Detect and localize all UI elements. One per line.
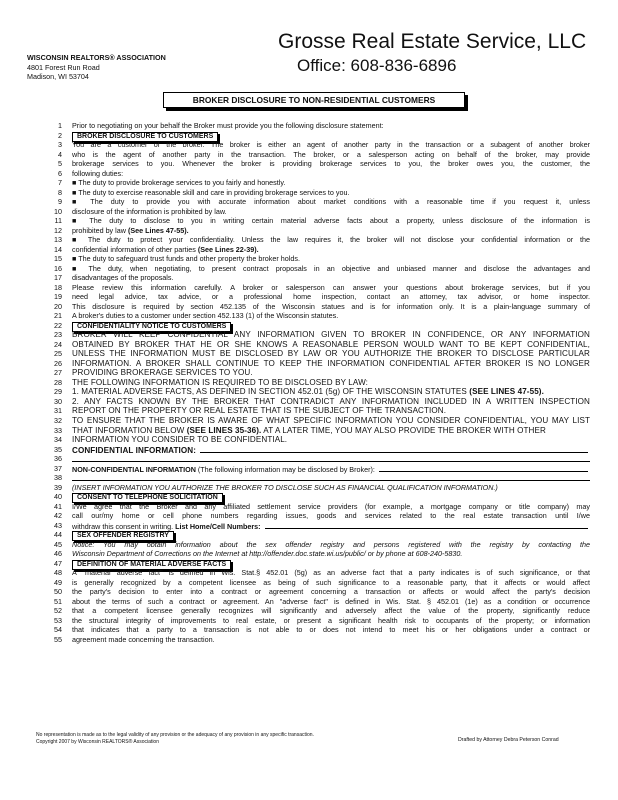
line-text [72, 606, 590, 616]
line-text-segment: (The following information may be disclosed by Broker): [195, 464, 375, 474]
line-number: 48 [54, 568, 62, 578]
line-number: 55 [54, 634, 62, 644]
line-number: 23 [54, 330, 62, 340]
line-number: 32 [54, 415, 62, 425]
fill-in-line[interactable] [72, 480, 590, 481]
line-number: 38 [54, 473, 62, 483]
line-text [72, 140, 590, 150]
line-number: 18 [54, 282, 62, 292]
line-text-segment: prohibited by law [72, 225, 128, 235]
form-line [36, 330, 590, 340]
line-bold-segment: (See Lines 47-55). [127, 225, 189, 235]
line-number: 17 [54, 273, 62, 283]
line-text-segment: disadvantages of the proposals. [72, 273, 174, 283]
line-text [72, 254, 300, 264]
line-text [72, 540, 590, 550]
form-line[interactable] [36, 473, 590, 483]
form-line [36, 340, 590, 350]
form-line [36, 302, 590, 312]
line-number: 28 [54, 377, 62, 387]
line-number: 43 [54, 520, 62, 530]
line-text [72, 378, 368, 388]
line-text [72, 397, 590, 407]
line-number: 50 [54, 587, 62, 597]
line-text [72, 625, 590, 635]
fill-in-blank[interactable] [379, 464, 588, 472]
form-line[interactable] [36, 521, 590, 531]
line-text-segment: 1. MATERIAL ADVERSE FACTS, AS DEFINED IN SECTION 452.01 (5g) OF THE WISCONSIN STATUTES [72, 387, 470, 397]
section-header: DEFINITION OF MATERIAL ADVERSE FACTS [72, 560, 231, 570]
line-number: 16 [54, 263, 62, 273]
line-text-segment: I/We agree that the Broker and any affiliated settlement service providers (for example, a mortgage company or title company) may [72, 501, 590, 511]
line-text [72, 502, 590, 512]
line-number: 29 [54, 387, 62, 397]
line-number: 3 [58, 140, 62, 150]
form-line[interactable] [36, 454, 590, 464]
form-line [36, 492, 590, 502]
form-line [36, 502, 590, 512]
form-line [36, 416, 590, 426]
line-number: 49 [54, 577, 62, 587]
line-bold-segment: CONFIDENTIAL INFORMATION: [72, 445, 197, 455]
line-text [72, 159, 590, 169]
line-number: 4 [58, 149, 62, 159]
line-text [72, 330, 590, 340]
form-line [36, 169, 590, 179]
form-line [36, 254, 590, 264]
form-line [36, 635, 590, 645]
line-number: 33 [54, 425, 62, 435]
form-line [36, 178, 590, 188]
line-text [72, 635, 215, 645]
form-line [36, 559, 590, 569]
form-line [36, 226, 590, 236]
line-number: 42 [54, 511, 62, 521]
line-text [72, 292, 590, 302]
line-italic-segment: Notice: You may obtain information about the sex offender registry and persons registered with the registry by contacting the [72, 539, 590, 549]
line-number: 20 [54, 301, 62, 311]
association-address-line2: Madison, WI 53704 [27, 72, 89, 81]
association-name: WISCONSIN REALTORS® ASSOCIATION [27, 53, 166, 62]
form-line [36, 121, 590, 131]
footer-drafted-by: Drafted by Attorney Debra Peterson Conrad [458, 737, 559, 743]
form-line [36, 387, 590, 397]
section-header: CONFIDENTIALITY NOTICE TO CUSTOMERS [72, 322, 231, 332]
form-line [36, 435, 590, 445]
line-number: 51 [54, 596, 62, 606]
line-bold-segment: (SEE LINES 35-36). [186, 425, 262, 435]
form-line [36, 197, 590, 207]
form-line [36, 530, 590, 540]
form-line [36, 188, 590, 198]
line-number: 52 [54, 606, 62, 616]
line-text-segment: AT A LATER TIME, YOU MAY ALSO PROVIDE THE BROKER WITH OTHER [261, 425, 546, 435]
line-text-segment: ■ The duty, when negotiating, to present contract proposals in an objective and unbiased manner and disclose the advantages and [72, 263, 590, 273]
line-text-segment: INFORMATION YOU CONSIDER TO BE CONFIDENTIAL. [72, 435, 288, 445]
form-line [36, 159, 590, 169]
form-line[interactable] [36, 464, 590, 474]
line-text-segment: PROVIDING BROKERAGE SERVICES TO YOU. [72, 368, 253, 378]
line-text [72, 597, 590, 607]
line-text [72, 216, 590, 226]
form-title: BROKER DISCLOSURE TO NON-RESIDENTIAL CUSTOMERS [163, 92, 465, 108]
footer-copyright: Copyright 2007 by Wisconsin REALTORS® Association [36, 738, 159, 745]
form-line [36, 625, 590, 635]
line-number: 6 [58, 168, 62, 178]
line-text-segment: 2. ANY FACTS KNOWN BY THE BROKER THAT CONTRADICT ANY INFORMATION INCLUDED IN A WRITTEN INSPECTION [72, 396, 590, 406]
line-bold-segment: NON-CONFIDENTIAL INFORMATION [72, 464, 196, 474]
line-number: 41 [54, 501, 62, 511]
line-number: 14 [54, 244, 62, 254]
form-line [36, 397, 590, 407]
line-number: 31 [54, 406, 62, 416]
line-text [72, 587, 590, 597]
line-text [72, 245, 259, 255]
line-text-segment: UNLESS THE INFORMATION MUST BE DISCLOSED BY LAW OR YOU AUTHORIZE THE BROKER TO DISCLOSE PARTICULAR [72, 349, 590, 359]
line-text-segment: This disclosure is required by section 452.135 of the Wisconsin statues and is for information only. It is a plain-language summary of [72, 301, 590, 311]
line-text [72, 549, 462, 559]
line-bold-segment: (See Lines 22-39). [197, 244, 259, 254]
section-header: CONSENT TO TELEPHONE SOLICITATION [72, 493, 223, 503]
line-text [72, 207, 227, 217]
form-line [36, 483, 590, 493]
form-line [36, 597, 590, 607]
line-number: 8 [58, 187, 62, 197]
line-number: 13 [54, 235, 62, 245]
line-text [72, 283, 590, 293]
form-line [36, 216, 590, 226]
line-text-segment: ■ The duty to exercise reasonable skill and care in providing brokerage services to you. [72, 187, 350, 197]
line-number: 22 [54, 320, 62, 330]
line-text-segment: INFORMATION. A BROKER SHALL CONTINUE TO KEEP THE INFORMATION CONFIDENTIAL AFTER BROKER IS NO LONGER [72, 358, 590, 368]
form-line [36, 606, 590, 616]
line-text-segment: confidential information of other parties [72, 244, 198, 254]
form-line [36, 616, 590, 626]
form-line [36, 311, 590, 321]
line-text-segment: A "material adverse fact" is defined in Wis. Stat.§ 452.01 (5g) as an adverse fact that a party indicates is of such significance, or that [72, 568, 590, 578]
line-text [72, 387, 544, 397]
form-line [36, 207, 590, 217]
section-header: BROKER DISCLOSURE TO CUSTOMERS [72, 132, 218, 142]
line-text [72, 121, 384, 131]
line-text-segment: OBTAINED BY BROKER THAT HE OR SHE KNOWS A REASONABLE PERSON WOULD WANT TO BE KEPT CONFIDENTIAL, [72, 339, 590, 349]
form-line [36, 235, 590, 245]
line-text-segment: ■ The duty to disclose to you in writing certain material adverse facts about a property, unless disclosure of the information is [72, 216, 590, 226]
line-text [72, 264, 590, 274]
line-italic-segment: (INSERT INFORMATION YOU AUTHORIZE THE BROKER TO DISCLOSE SUCH AS FINANCIAL QUALIFICATION INFORMATION.) [72, 482, 498, 492]
line-text-segment: TO ENSURE THAT THE BROKER IS AWARE OF WHAT SPECIFIC INFORMATION YOU CONSIDER CONFIDENTIAL, YOU MAY LIST [72, 415, 590, 425]
line-text-segment: is generally recognized by a competent licensee as being of such significance to a reasonable party, that it affects or would affect [72, 577, 590, 587]
form-line [36, 549, 590, 559]
form-line [36, 150, 590, 160]
line-text [72, 150, 590, 160]
form-body [36, 121, 590, 644]
line-text [72, 349, 590, 359]
line-text [72, 235, 590, 245]
line-number: 40 [54, 492, 62, 502]
line-text-segment: A broker's duties to a customer under section 452.133 (1) of the Wisconsin statutes. [72, 311, 339, 321]
line-text [72, 311, 338, 321]
form-line [36, 378, 590, 388]
line-text [72, 483, 498, 493]
line-number: 10 [54, 206, 62, 216]
line-number: 9 [58, 197, 62, 207]
line-text [72, 169, 123, 179]
form-line [36, 292, 590, 302]
line-number: 7 [58, 178, 62, 188]
footer-legal [36, 732, 314, 745]
form-line [36, 273, 590, 283]
line-text [72, 406, 446, 416]
line-text-segment: ■ The duty to protect your confidentiality. Unless the law requires it, the broker will not disclose your confidential information or the [72, 235, 590, 245]
line-text [72, 435, 287, 445]
line-text-segment: THAT INFORMATION BELOW [72, 425, 187, 435]
line-text [72, 511, 590, 521]
line-text-segment: ■ The duty to safeguard trust funds and other property the broker holds. [72, 254, 300, 264]
association-block [27, 53, 166, 82]
form-line [36, 368, 590, 378]
form-line [36, 359, 590, 369]
line-text-segment: agreement made concerning the transaction. [72, 634, 215, 644]
line-text-segment: THE FOLLOWING INFORMATION IS REQUIRED TO BE DISCLOSED BY LAW: [72, 377, 369, 387]
footer-disclaimer: No representation is made as to the legal validity of any provision or the adequacy of any provision in any specific transaction. [36, 732, 314, 738]
line-number: 36 [54, 454, 62, 464]
line-text-segment: Please review this information carefully. A broker or salesperson can answer your questions about brokerage services, but if you [72, 282, 590, 292]
section-header: SEX OFFENDER REGISTRY [72, 531, 174, 541]
line-text [72, 188, 349, 198]
line-text [72, 368, 253, 378]
line-text-segment: who is the agent of another party in the transaction. The broker, or a salesperson acting on behalf of the broker, may provide [72, 149, 590, 159]
line-number: 46 [54, 549, 62, 559]
line-text-segment: ■ The duty to provide brokerage services to you fairly and honestly. [72, 178, 286, 188]
line-text-segment: about the terms of such a contract or agreement. An "adverse fact" is defined in Wis. Stat. § 452.01 (1e) as a condition or occurrence [72, 596, 590, 606]
line-text [72, 578, 590, 588]
line-text-segment: disclosure of the information is prohibited by law. [72, 206, 227, 216]
line-text [72, 426, 546, 436]
line-text [72, 340, 590, 350]
form-line [36, 349, 590, 359]
line-text [72, 359, 590, 369]
form-line [36, 245, 590, 255]
line-number: 39 [54, 482, 62, 492]
line-number: 21 [54, 311, 62, 321]
form-line [36, 540, 590, 550]
company-name: Grosse Real Estate Service, LLC [278, 30, 587, 53]
line-text [72, 568, 590, 578]
line-text [72, 197, 590, 207]
line-text [72, 302, 590, 312]
line-text-segment: the party's decision to enter into a contract or agreement concerning a transaction or affects or would affect the party's decision [72, 587, 590, 597]
line-text [72, 273, 174, 283]
line-text-segment: following duties: [72, 168, 124, 178]
line-number: 25 [54, 349, 62, 359]
line-number: 5 [58, 159, 62, 169]
line-number: 1 [58, 121, 62, 130]
line-text-segment: call our/my home or cell phone numbers regarding issues, goods and services related to the real estate transaction until I/we [72, 511, 590, 521]
form-line [36, 264, 590, 274]
line-number: 54 [54, 625, 62, 635]
line-number: 11 [54, 216, 62, 226]
line-number: 35 [54, 444, 62, 454]
line-number: 34 [54, 435, 62, 445]
line-text-segment: You are a customer of the broker. The broker is either an agent of another party in the transaction or a subagent of another broker [72, 140, 590, 150]
form-line [36, 568, 590, 578]
line-number: 24 [54, 339, 62, 349]
line-text-segment: brokerage services to you. Whenever the broker is providing brokerage services to you, the broker owes you, the customer, the [72, 159, 590, 169]
line-text-segment: withdraw this consent in writing. [72, 521, 176, 531]
line-number: 19 [54, 292, 62, 302]
line-bold-segment: List Home/Cell Numbers: [175, 521, 261, 531]
line-text-segment: that indicates that a party to a transaction is not able to or does not intend to meet his or her obligations under a contract or [72, 625, 590, 635]
line-text [72, 226, 189, 236]
line-number: 30 [54, 396, 62, 406]
form-line [36, 578, 590, 588]
form-line [36, 321, 590, 331]
form-line [36, 426, 590, 436]
line-number: 37 [54, 463, 62, 473]
fill-in-blank[interactable] [200, 445, 588, 453]
line-number: 45 [54, 539, 62, 549]
line-text [72, 416, 590, 426]
form-line [36, 406, 590, 416]
fill-in-blank[interactable] [265, 521, 588, 529]
form-line [36, 587, 590, 597]
form-line [36, 140, 590, 150]
line-number: 47 [54, 558, 62, 568]
association-address-line1: 4801 Forest Run Road [27, 62, 100, 72]
line-italic-segment: Wisconsin Department of Corrections on the Internet at http://offender.doc.state.wi.us/public/ or by phone at 608-240-5830. [72, 549, 463, 559]
line-number: 12 [54, 225, 62, 235]
line-bold-segment: (SEE LINES 47-55). [469, 387, 544, 397]
line-text-segment: REPORT ON THE PROPERTY OR REAL ESTATE THAT IS THE SUBJECT OF THE TRANSACTION. [72, 406, 447, 416]
line-number: 44 [54, 530, 62, 540]
line-number: 2 [58, 130, 62, 140]
form-line [36, 131, 590, 141]
line-text-segment: that a competent licensee generally recognizes will significantly and adversely affect the value of the property, significantly reduce [72, 606, 590, 616]
line-text-segment: ■ The duty to provide you with accurate information about market conditions with a reasonable time if you request it, unless [72, 197, 590, 207]
form-line[interactable] [36, 445, 590, 455]
line-number: 15 [54, 254, 62, 264]
line-number: 27 [54, 368, 62, 378]
line-text-segment: Prior to negotiating on your behalf the Broker must provide you the following disclosure statement: [72, 121, 384, 130]
line-number: 53 [54, 615, 62, 625]
line-text-segment: need legal advice, tax advice, or a professional home inspection, contact an attorney, tax advisor, or home inspector. [72, 292, 590, 302]
form-line [36, 511, 590, 521]
line-text-segment: BROKER WILL KEEP CONFIDENTIAL ANY INFORMATION GIVEN TO BROKER IN CONFIDENCE, OR ANY INFORMATION [72, 330, 590, 340]
line-text [72, 178, 285, 188]
line-text-segment: the structural integrity of improvements to real estate, or present a significant health risk to occupants of the property; or information [72, 615, 590, 625]
fill-in-line[interactable] [72, 461, 590, 462]
line-number: 26 [54, 358, 62, 368]
office-phone: Office: 608-836-6896 [297, 56, 457, 75]
line-text [72, 616, 590, 626]
form-line [36, 283, 590, 293]
